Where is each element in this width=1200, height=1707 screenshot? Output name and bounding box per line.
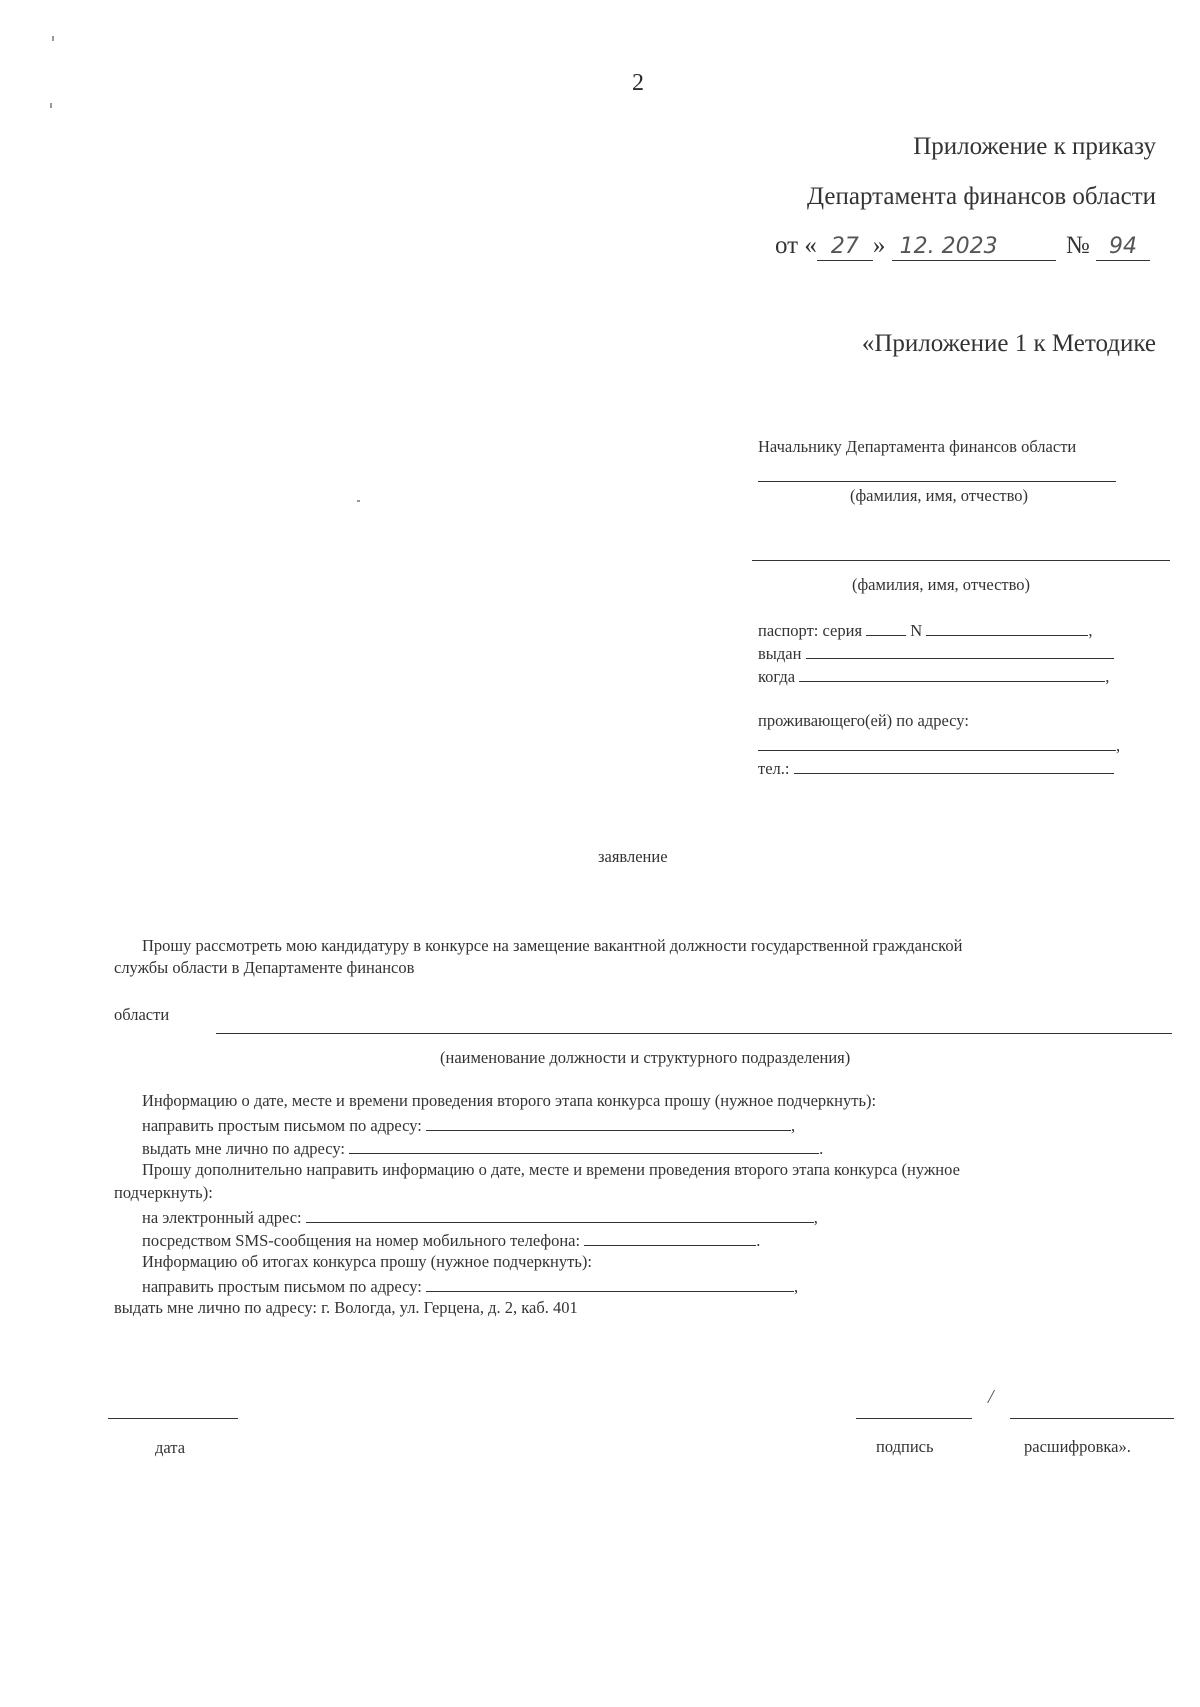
number-handwritten: 94 — [1108, 234, 1137, 259]
mail2-label: направить простым письмом по адресу: — [142, 1277, 422, 1296]
passport-number-label: N — [910, 621, 923, 640]
email-field — [306, 1206, 814, 1223]
passport-row: паспорт: серия N , — [758, 621, 1093, 640]
scan-speck — [50, 103, 52, 108]
when-field — [799, 665, 1105, 682]
mail2-row: направить простым письмом по адресу: , — [142, 1277, 799, 1296]
info-intro: Информацию о дате, месте и времени проведения второго этапа конкурса прошу (нужное подчеркнуть): — [142, 1091, 877, 1110]
statement-title: заявление — [598, 847, 668, 866]
email-row: на электронный адрес: , — [142, 1208, 818, 1227]
decoding-line — [1010, 1418, 1174, 1419]
header-line-order: Приложение к приказу — [913, 133, 1156, 160]
header-line-department: Департамента финансов области — [807, 183, 1156, 210]
mail2-field — [426, 1275, 794, 1292]
request-text: Прошу рассмотреть мою кандидатуру в конкурсе на замещение вакантной должности государственной гражданской — [142, 936, 963, 955]
scan-speck — [52, 36, 54, 41]
results-text: Информацию об итогах конкурса прошу (нужное подчеркнуть): — [142, 1252, 592, 1271]
passport-series-field — [866, 619, 906, 636]
info2-text: Прошу дополнительно направить информацию о дате, месте и времени проведения второго этапа конкурса (нужное — [142, 1160, 960, 1179]
mail-label: направить простым письмом по адресу: — [142, 1116, 422, 1135]
date-line — [108, 1418, 238, 1419]
mail-row: направить простым письмом по адресу: , — [142, 1116, 796, 1135]
number-sign: № — [1065, 232, 1090, 259]
sms-row: посредством SMS-сообщения на номер мобильного телефона: . — [142, 1231, 761, 1250]
oblasti-label: области — [114, 1005, 170, 1024]
head-fio-line — [758, 481, 1116, 482]
address-row: , — [758, 734, 1120, 756]
request-text-cont: службы области в Департаменте финансов — [114, 958, 415, 977]
appendix-title: «Приложение 1 к Методике — [861, 330, 1156, 357]
email-label: на электронный адрес: — [142, 1208, 302, 1227]
applicant-fio-line — [752, 560, 1170, 561]
head-fio-caption: (фамилия, имя, отчество) — [850, 486, 1029, 505]
date-day-field — [817, 232, 873, 261]
sms-field — [584, 1229, 756, 1246]
passport-series-label: паспорт: серия — [758, 621, 863, 640]
signature-separator: / — [988, 1386, 994, 1408]
info2-text-cont: подчеркнуть): — [114, 1183, 213, 1202]
phone-field — [794, 757, 1114, 774]
date-caption: дата — [155, 1438, 186, 1457]
page-number: 2 — [632, 70, 644, 96]
sms-label: посредством SMS-сообщения на номер мобильного телефона: — [142, 1231, 581, 1250]
personally-label: выдать мне лично по адресу: — [142, 1139, 345, 1158]
date-rest-handwritten: 12. 2023 — [899, 234, 998, 259]
scan-speck — [357, 500, 360, 502]
applicant-fio-caption: (фамилия, имя, отчество) — [852, 575, 1031, 594]
position-line — [216, 1033, 1172, 1034]
addressee-to: Начальнику Департамента финансов области — [758, 437, 1077, 456]
phone-row — [758, 757, 1114, 779]
position-caption: (наименование должности и структурного подразделения) — [440, 1048, 851, 1067]
number-field — [1096, 232, 1150, 261]
when-label: когда — [758, 667, 796, 686]
address-field — [758, 734, 1116, 751]
issued-label: выдан — [758, 644, 802, 663]
issued-row — [758, 642, 1114, 664]
issued-field — [806, 642, 1114, 659]
personally-field — [349, 1137, 819, 1154]
date-day-handwritten: 27 — [830, 234, 859, 259]
mail-field — [426, 1114, 791, 1131]
header-date-line — [775, 232, 1150, 261]
date-mid: » — [872, 232, 886, 259]
signature-line — [856, 1418, 972, 1419]
passport-number-field — [926, 619, 1088, 636]
personally2-text: выдать мне лично по адресу: г. Вологда, ул. Герцена, д. 2, каб. 401 — [114, 1298, 578, 1317]
decoding-caption: расшифровка». — [1024, 1437, 1131, 1456]
date-prefix: от « — [775, 232, 817, 259]
signature-caption: подпись — [876, 1437, 934, 1456]
when-row: когда , — [758, 667, 1110, 686]
date-rest-field — [892, 232, 1056, 261]
phone-label: тел.: — [758, 759, 790, 778]
residing-label: проживающего(ей) по адресу: — [758, 711, 969, 730]
personally-row: выдать мне лично по адресу: . — [142, 1139, 824, 1158]
